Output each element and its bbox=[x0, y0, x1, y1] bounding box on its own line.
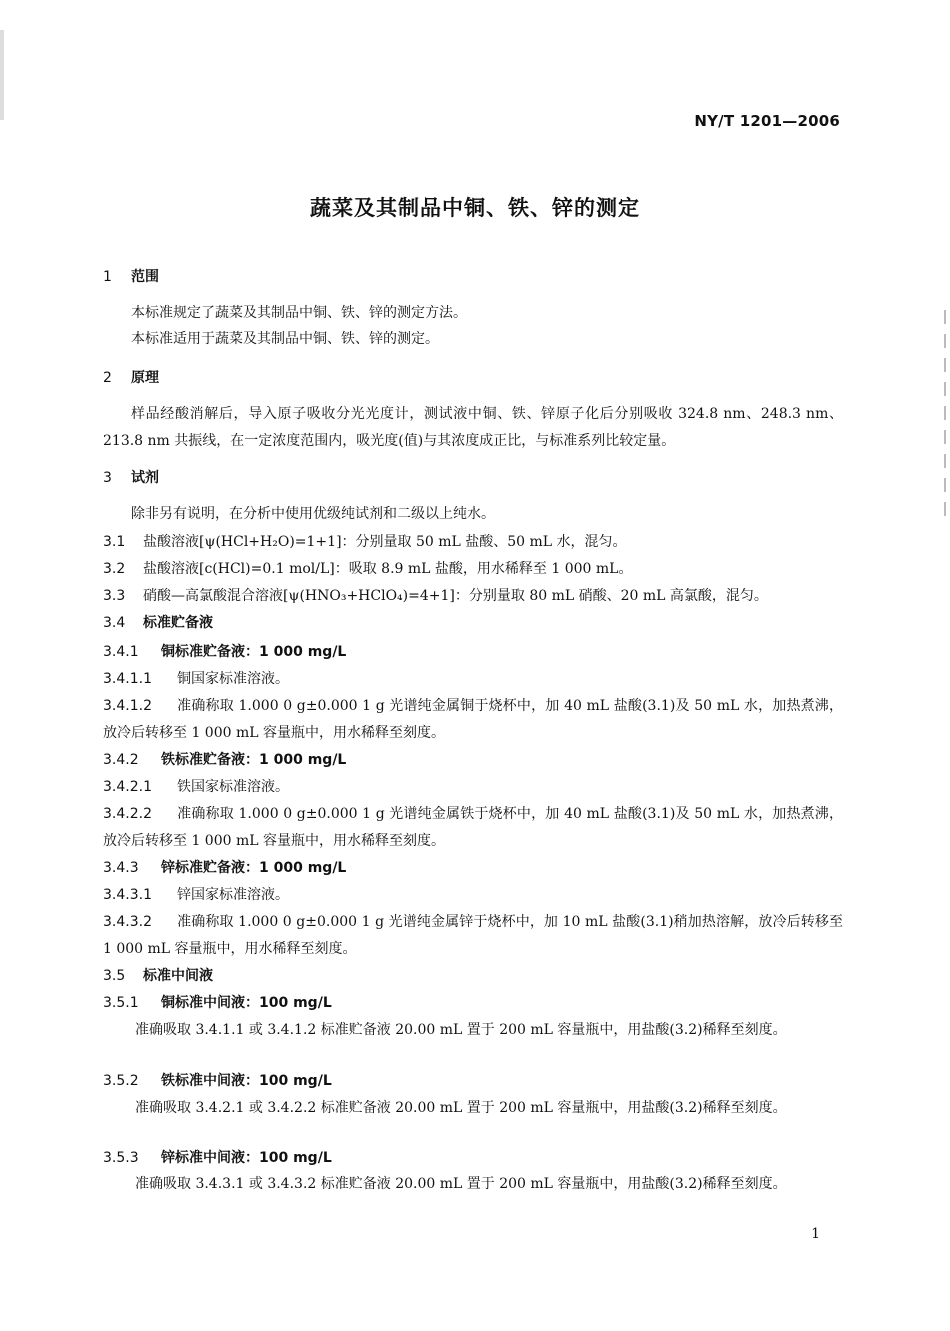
paragraph: 准确吸取 3.4.1.1 或 3.4.1.2 标准贮备液 20.00 mL 置于 200 mL 容量瓶中，用盐酸(3.2)稀释至刻度。 bbox=[135, 1022, 787, 1038]
clause-3-5-1 bbox=[103, 990, 332, 1017]
clause-heading: 铜标准贮备液：1 000 mg/L bbox=[161, 644, 347, 660]
clause-text: 硝酸—高氯酸混合溶液[ψ(HNO₃+HClO₄)=4+1]：分别量取 80 mL 硝酸、20 mL 高氯酸，混匀。 bbox=[143, 588, 768, 604]
paragraph: 准确吸取 3.4.2.1 或 3.4.2.2 标准贮备液 20.00 mL 置于 200 mL 容量瓶中，用盐酸(3.2)稀释至刻度。 bbox=[135, 1100, 787, 1116]
clause-3-4 bbox=[103, 610, 213, 637]
clause-3-4-1-1 bbox=[103, 666, 289, 693]
clause-number: 3.1 bbox=[103, 534, 126, 550]
clause-3-2 bbox=[103, 556, 632, 583]
paragraph: 本标准适用于蔬菜及其制品中铜、铁、锌的测定。 bbox=[131, 331, 439, 347]
clause-3-1 bbox=[103, 529, 627, 556]
section-number: 1 bbox=[103, 269, 112, 285]
clause-number: 3.5 bbox=[103, 968, 126, 984]
clause-3-4-1 bbox=[103, 639, 346, 666]
clause-number: 3.5.2 bbox=[103, 1073, 139, 1089]
standard-code: NY/T 1201—2006 bbox=[694, 112, 840, 130]
clause-number: 3.4.3 bbox=[103, 860, 139, 876]
clause-text: 准确称取 1.000 0 g±0.000 1 g 光谱纯金属锌于烧杯中，加 10 mL 盐酸(3.1)稍加热溶解，放冷后转移至 1 000 mL 容量瓶中，用水稀释至刻度。 bbox=[103, 914, 843, 957]
scan-edge-mark bbox=[0, 30, 4, 120]
paragraph: 样品经酸消解后，导入原子吸收分光光度计，测试液中铜、铁、锌原子化后分别吸收 324.8 nm、248.3 nm、213.8 nm 共振线，在一定浓度范围内，吸光度(值)与其浓度成正比，与标准系列比较定量。 bbox=[103, 406, 843, 449]
section-number: 3 bbox=[103, 470, 112, 486]
clause-heading: 锌标准中间液：100 mg/L bbox=[161, 1150, 332, 1166]
paragraph: 本标准规定了蔬菜及其制品中铜、铁、锌的测定方法。 bbox=[131, 305, 467, 321]
clause-text: 铜国家标准溶液。 bbox=[177, 671, 289, 687]
clause-number: 3.3 bbox=[103, 588, 126, 604]
scan-edge-marks bbox=[942, 310, 948, 570]
clause-number: 3.4.2.1 bbox=[103, 779, 152, 795]
section-heading-2 bbox=[103, 367, 159, 387]
clause-number: 3.4.1 bbox=[103, 644, 139, 660]
clause-3-5-2 bbox=[103, 1068, 332, 1095]
page-number: 1 bbox=[811, 1226, 820, 1242]
clause-number: 3.5.3 bbox=[103, 1150, 139, 1166]
section-number: 2 bbox=[103, 370, 112, 386]
clause-text: 盐酸溶液[c(HCl)=0.1 mol/L]：吸取 8.9 mL 盐酸，用水稀释至 1 000 mL。 bbox=[143, 561, 633, 577]
clause-number: 3.4.2 bbox=[103, 752, 139, 768]
clause-number: 3.4.2.2 bbox=[103, 806, 152, 822]
clause-heading: 标准贮备液 bbox=[143, 615, 213, 631]
clause-3-5-3 bbox=[103, 1145, 332, 1172]
clause-3-4-3-2 bbox=[103, 909, 843, 963]
clause-heading: 铜标准中间液：100 mg/L bbox=[161, 995, 332, 1011]
clause-number: 3.2 bbox=[103, 561, 126, 577]
clause-3-4-1-2 bbox=[103, 693, 843, 747]
clause-text: 盐酸溶液[ψ(HCl+H₂O)=1+1]：分别量取 50 mL 盐酸、50 mL 水，混匀。 bbox=[143, 534, 627, 550]
clause-3-4-3-1 bbox=[103, 882, 289, 909]
section-title: 原理 bbox=[131, 370, 159, 386]
clause-text: 准确称取 1.000 0 g±0.000 1 g 光谱纯金属铜于烧杯中，加 40 mL 盐酸(3.1)及 50 mL 水，加热煮沸，放冷后转移至 1 000 mL 容量瓶中，用水稀释至刻度。 bbox=[103, 698, 843, 741]
clause-heading: 标准中间液 bbox=[143, 968, 213, 984]
clause-3-4-2 bbox=[103, 747, 346, 774]
clause-3-4-2-2 bbox=[103, 801, 843, 855]
section-title: 试剂 bbox=[131, 470, 159, 486]
section-title: 范围 bbox=[131, 269, 159, 285]
clause-3-5 bbox=[103, 963, 213, 990]
clause-text: 铁国家标准溶液。 bbox=[177, 779, 289, 795]
clause-number: 3.4.3.2 bbox=[103, 914, 152, 930]
clause-3-3 bbox=[103, 583, 768, 610]
section-heading-1 bbox=[103, 266, 159, 286]
clause-heading: 锌标准贮备液：1 000 mg/L bbox=[161, 860, 347, 876]
clause-3-4-2-1 bbox=[103, 774, 289, 801]
clause-text: 准确称取 1.000 0 g±0.000 1 g 光谱纯金属铁于烧杯中，加 40 mL 盐酸(3.1)及 50 mL 水，加热煮沸，放冷后转移至 1 000 mL 容量瓶中，用水稀释至刻度。 bbox=[103, 806, 843, 849]
paragraph: 准确吸取 3.4.3.1 或 3.4.3.2 标准贮备液 20.00 mL 置于 200 mL 容量瓶中，用盐酸(3.2)稀释至刻度。 bbox=[135, 1176, 787, 1192]
clause-heading: 铁标准中间液：100 mg/L bbox=[161, 1073, 332, 1089]
paragraph: 除非另有说明，在分析中使用优级纯试剂和二级以上纯水。 bbox=[131, 506, 495, 522]
clause-number: 3.4 bbox=[103, 615, 126, 631]
clause-number: 3.4.3.1 bbox=[103, 887, 152, 903]
document-title: 蔬菜及其制品中铜、铁、锌的测定 bbox=[310, 196, 640, 220]
clause-number: 3.5.1 bbox=[103, 995, 139, 1011]
clause-number: 3.4.1.1 bbox=[103, 671, 152, 687]
clause-heading: 铁标准贮备液：1 000 mg/L bbox=[161, 752, 347, 768]
section-heading-3 bbox=[103, 467, 159, 487]
clause-3-4-3 bbox=[103, 855, 346, 882]
clause-text: 锌国家标准溶液。 bbox=[177, 887, 289, 903]
clause-number: 3.4.1.2 bbox=[103, 698, 152, 714]
